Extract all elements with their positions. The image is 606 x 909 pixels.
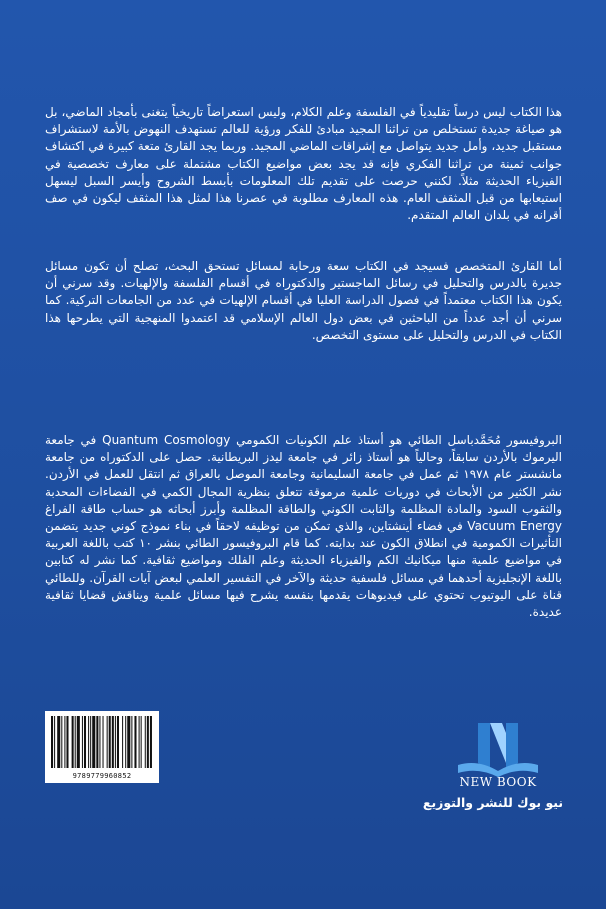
barcode-bar	[139, 716, 140, 768]
barcode-bar	[72, 716, 74, 768]
barcode-bar	[84, 716, 86, 768]
barcode-bar	[117, 716, 119, 768]
barcode	[45, 711, 159, 783]
barcode-bar	[96, 716, 98, 768]
barcode-bar	[82, 716, 83, 768]
barcode-bar	[57, 716, 60, 768]
barcode-bar	[112, 716, 114, 768]
barcode-bar	[54, 716, 55, 768]
barcode-bar	[115, 716, 116, 768]
barcode-bar	[61, 716, 62, 768]
barcode-bar	[134, 716, 136, 768]
barcode-bars	[51, 716, 153, 768]
barcode-bar	[141, 716, 142, 768]
barcode-bar	[145, 716, 146, 768]
barcode-bar	[127, 716, 130, 768]
barcode-bar	[66, 716, 68, 768]
specialist-paragraph: أما القارئ المتخصص فسيجد في الكتاب سعة ورحابة لمسائل تستحق البحث، تصلح أن تكون مسائل جديرة بالدرس والتحليل في رسائل الماجستير والدكتوراه في أقسام الفلسفة والإلهيات. وقد سرني أن يكون هذا الكتاب معتمداً في فصول الدراسة العليا في أقسام الإلهيات في عدد من الجامعات التركية. كما سرني أن أجد عدداً من الباحثين في بعض دول العالم الإسلامي قد اعتمدوا المنهجية التي يطرحها هذا الكتاب في الدرس والتحليل على مستوى التخصص.	[45, 259, 562, 342]
barcode-bar	[131, 716, 132, 768]
barcode-bar	[147, 716, 149, 768]
author-bio-paragraph: البروفيسور مُحَمَّدباسل الطائي هو أستاذ علم الكونيات الكمومي Quantum Cosmology في جامعة اليرموك بالأردن سابقاً، وحالياً هو أستاذ زائر في جامعة ليدز البريطانية. حصل على الدكتوراه من جامعة مانشستر عام ١٩٧٨ ثم عمل في جامعة السليمانية وجامعة الموصل بالعراق ثم انتقل للعمل في الأردن. نشر الكثير من الأبحاث في دوريات علمية مرموقة تتعلق بنظرية المجال الكمي في الفضاءات المحدبة والثقوب السود والمادة المظلمة والثابت الكوني والطاقة المظلمة وأبرز أبحاثه هو حساب طاقة الفراغ Vacuum Energy في فضاء أينشتاين، والذي تمكن من توظيفه لاحقاً في بناء نموذج كوني جديد يتضمن التأثيرات الكمومية في انطلاق الكون عند بدايته. كما قام البروفيسور الطائي بنشر ١٠ كتب باللغة العربية في مواضيع علمية منها ميكانيك الكم والفيزياء الحديثة وعلم الفلك ومواضيع ثقافية. كما نشر له كتابين باللغة الإنجليزية أحدهما في مسائل فلسفية حديثة والآخر في التفسير العلمي لبعض آيات القرآن. وللطائي قناة على اليوتيوب تحتوي على فيديوهات يقدمها بنفسه يشرح فيها مسائل علمية ويناقش قضايا ثقافية عديدة.	[45, 433, 563, 620]
barcode-bar	[90, 716, 91, 768]
barcode-bar	[75, 716, 76, 768]
barcode-bar	[92, 716, 95, 768]
publisher-name-en: NEW BOOK	[459, 775, 537, 789]
barcode-bar	[150, 716, 152, 768]
barcode-bar	[51, 716, 53, 768]
barcode-bar	[103, 716, 104, 768]
barcode-bar	[107, 716, 108, 768]
intro-paragraph: هذا الكتاب ليس درساً تقليدياً في الفلسفة وعلم الكلام، وليس استعراضاً تاريخياً يتغنى بأمجاد الماضي، بل هو صياغة جديدة تستخلص من تراثنا المجيد مبادئ للفكر ورؤية للعالم تستهدف النهوض بالأمة لاستشراف مستقبل جديد، وأمل جديد يتواصل مع إشراقات الماضي المجيد. وربما يجد القارئ متعة كبيرة في اكتشاف جوانب ثمينة من تراثنا الفكري فإنه قد يجد بعض مواضيع الكتاب مشتملة على معارف تخصصية في الفيزياء الحديثة مثلاً. لكنني حرصت على تقديم تلك المعلومات بأبسط الشروح وأيسر السبل ليسهل استيعابها من قبل المثقف العام. هذه المعارف مطلوبة في عصرنا هذا لمثل هذا المثقف ليكون في صف أقرانه في بلدان العالم المتقدم.	[45, 105, 562, 223]
barcode-bar	[77, 716, 80, 768]
isbn-number: 9789779960852	[72, 772, 132, 780]
barcode-bar	[88, 716, 89, 768]
publisher-name-ar: نيو بوك للنشر والتوزيع	[422, 795, 564, 810]
barcode-bar	[109, 716, 111, 768]
barcode-bar	[99, 716, 100, 768]
barcode-bar	[122, 716, 123, 768]
barcode-bar	[125, 716, 126, 768]
barcode-bar	[64, 716, 65, 768]
